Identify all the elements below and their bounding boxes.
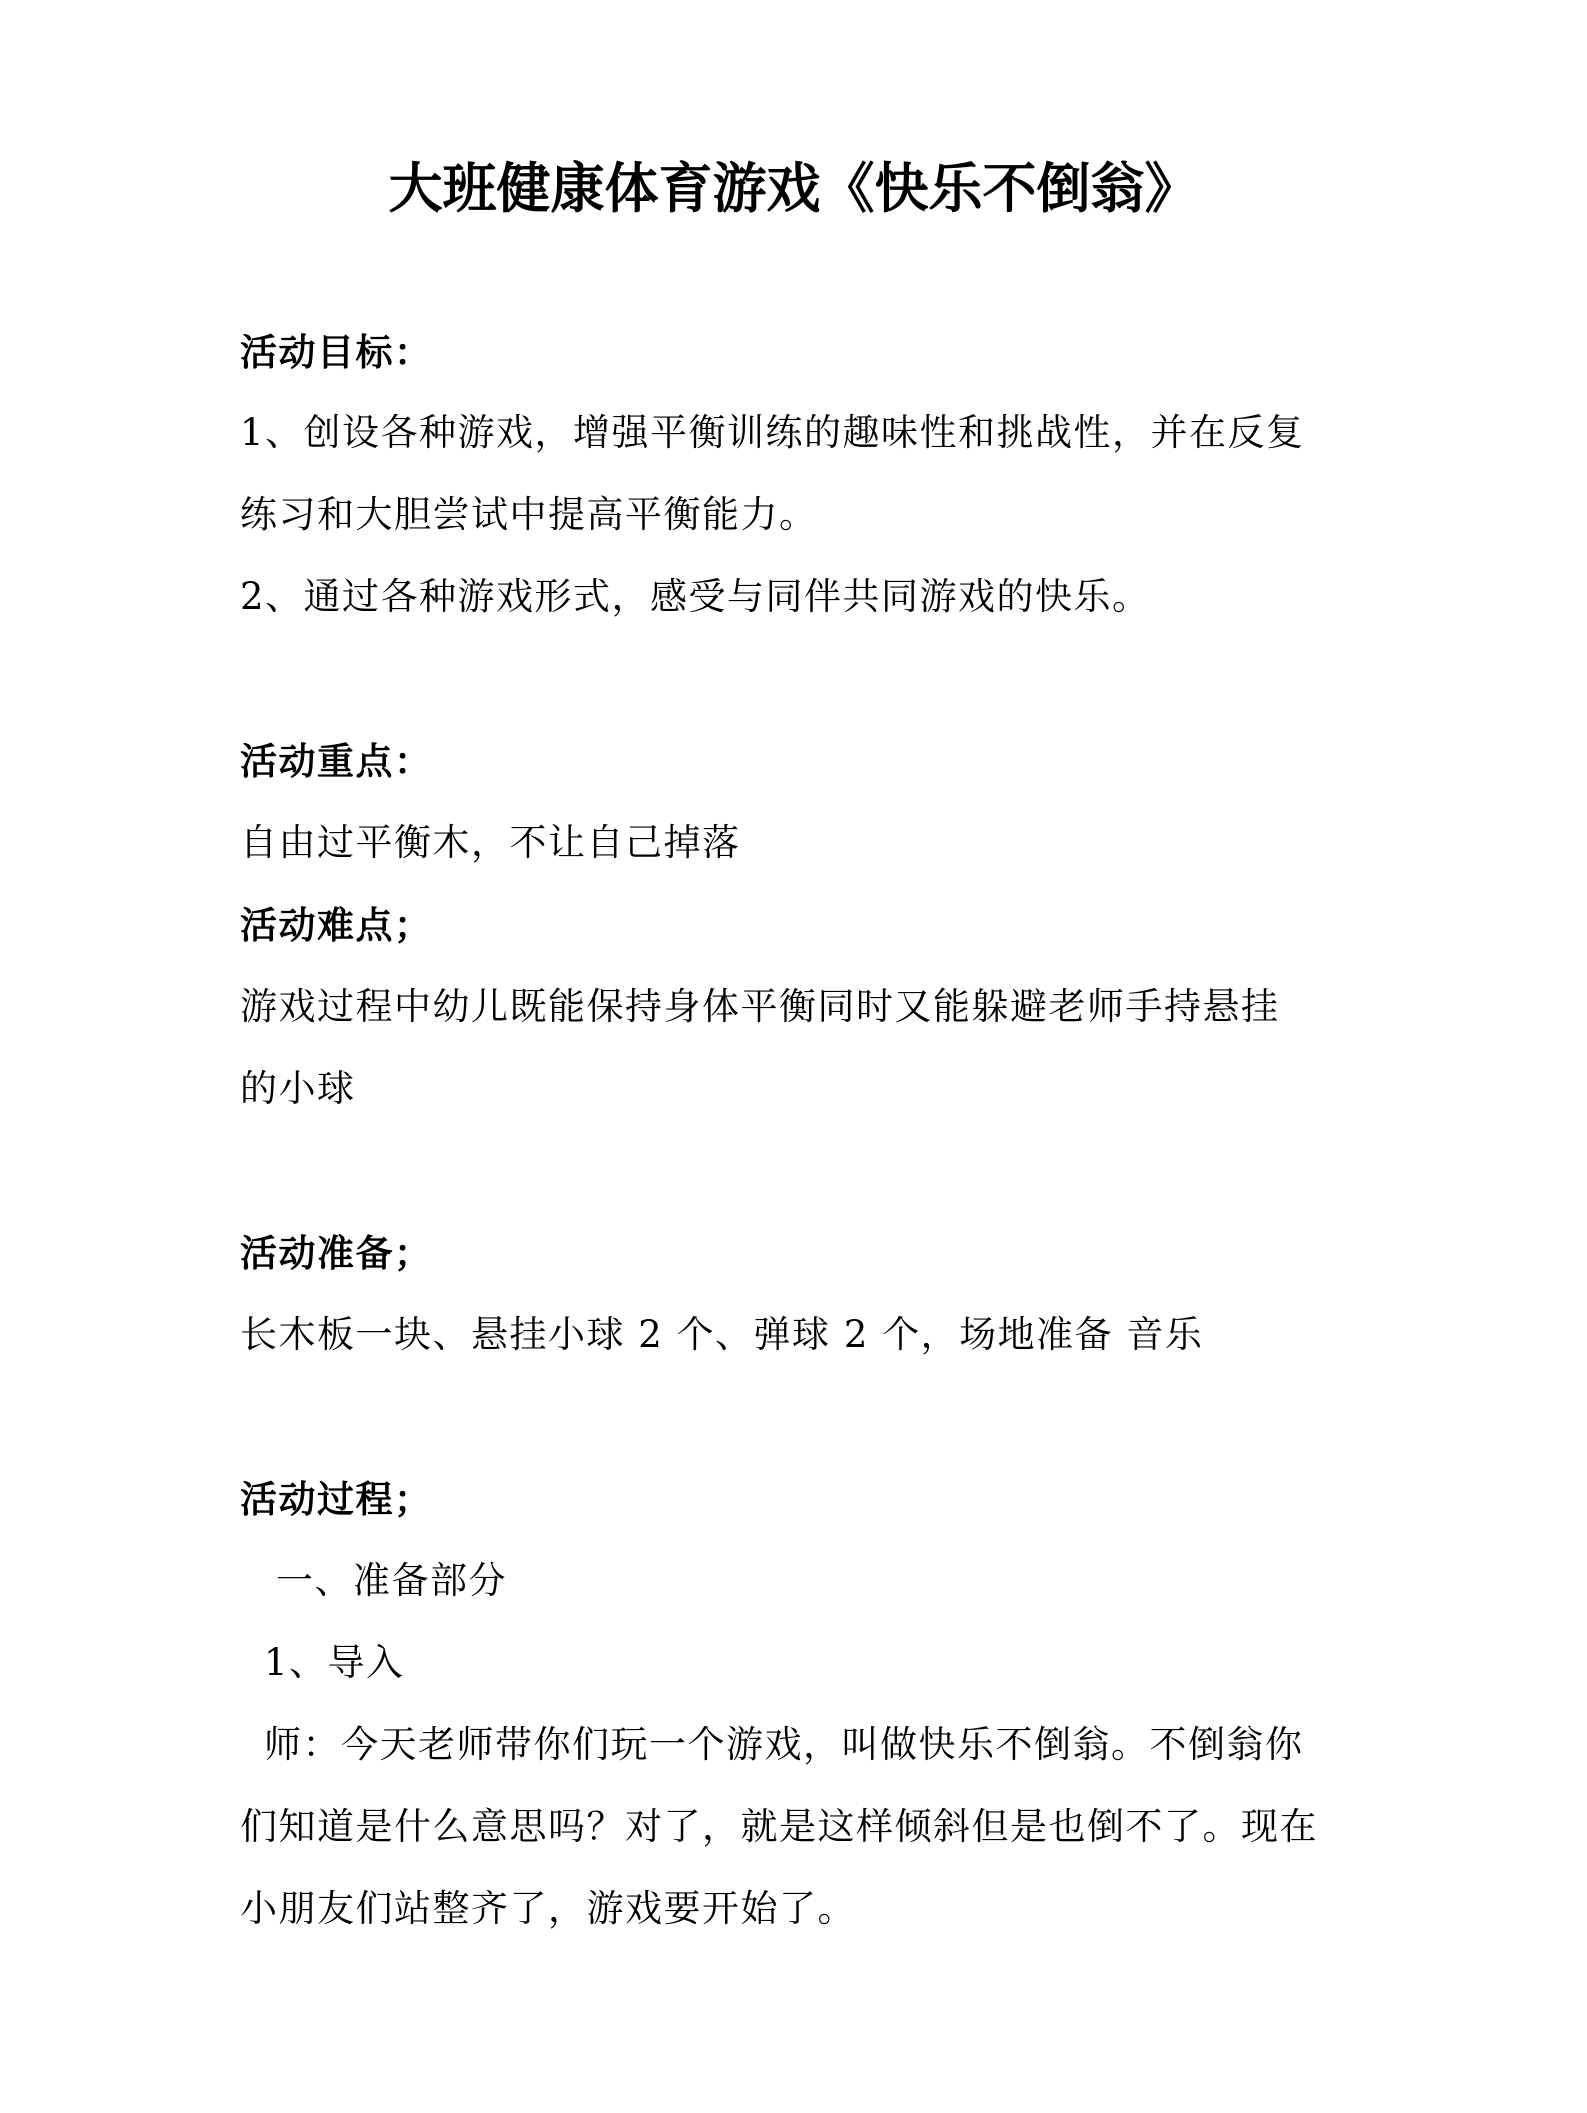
section-heading-preparation: 活动准备； <box>240 1231 433 1275</box>
section-heading-process: 活动过程； <box>240 1477 433 1521</box>
goals-line-2: 练习和大胆尝试中提高平衡能力。 <box>240 493 818 536</box>
process-subheading: 一、准备部分 <box>276 1559 507 1602</box>
process-line-1: 师：今天老师带你们玩一个游戏，叫做快乐不倒翁。不倒翁你 <box>264 1723 1304 1766</box>
process-step: 1、导入 <box>264 1641 405 1684</box>
process-line-2: 们知道是什么意思吗？对了，就是这样倾斜但是也倒不了。现在 <box>240 1805 1318 1848</box>
section-heading-key-point: 活动重点： <box>240 739 433 783</box>
preparation-line-1: 长木板一块、悬挂小球 2 个、弹球 2 个，场地准备 音乐 <box>240 1313 1204 1356</box>
goals-line-1: 1、创设各种游戏，增强平衡训练的趣味性和挑战性，并在反复 <box>240 411 1305 454</box>
key-point-line-1: 自由过平衡木，不让自己掉落 <box>240 821 741 864</box>
difficulty-line-2: 的小球 <box>240 1067 356 1110</box>
goals-line-3: 2、通过各种游戏形式，感受与同伴共同游戏的快乐。 <box>240 575 1151 618</box>
section-heading-difficulty: 活动难点； <box>240 903 433 947</box>
document-title: 大班健康体育游戏《快乐不倒翁》 <box>388 156 1199 220</box>
process-line-3: 小朋友们站整齐了，游戏要开始了。 <box>240 1887 856 1930</box>
difficulty-line-1: 游戏过程中幼儿既能保持身体平衡同时又能躲避老师手持悬挂 <box>240 985 1280 1028</box>
section-heading-goals: 活动目标： <box>240 330 433 374</box>
